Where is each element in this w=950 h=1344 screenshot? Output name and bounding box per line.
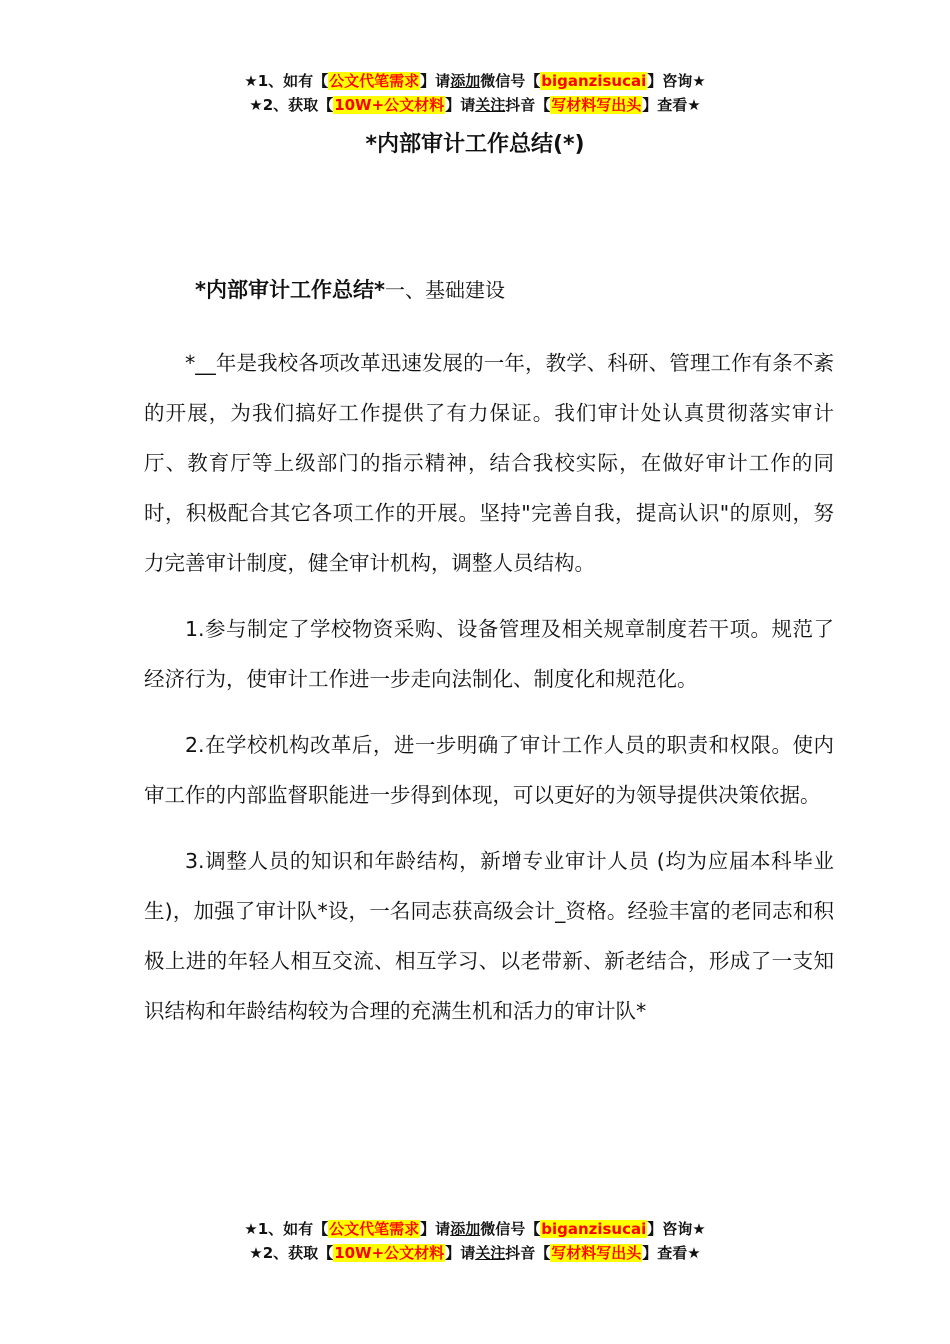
document-title: *内部审计工作总结(*) [365,132,585,157]
highlight-service: 公文代笔需求 [329,72,420,90]
paragraph: 3.调整人员的知识和年龄结构，新增专业审计人员 (均为应届本科毕业生)，加强了审计队*设，一名同志获高级会计_资格。经验丰富的老同志和积极上进的年轻人相互交流、相互学习、以老带新、新老结合，形成了一支知识结构和年龄结构较为合理的充满生机和活力的审计队* [144,849,834,1023]
banner-line-1 [0,1217,950,1241]
highlight-douyin-account: 写材料写出头 [551,1244,642,1262]
banner-text: 抖音【 [505,1244,551,1262]
paragraph: *__年是我校各项改革迅速发展的一年，教学、科研、管理工作有条不紊的开展，为我们搞好工作提供了有力保证。我们审计处认真贯彻落实审计厅、教育厅等上级部门的指示精神，结合我校实际，在做好审计工作的同时，积极配合其它各项工作的开展。坚持"完善自我，提高认识"的原则，努力完善审计制度，健全审计机构，调整人员结构。 [144,351,834,575]
banner-text: 】请 [445,1244,476,1262]
section-heading-bold: *内部审计工作总结* [195,278,385,302]
banner-text: 】查看★ [642,96,701,114]
paragraph: 2.在学校机构改革后，进一步明确了审计工作人员的职责和权限。使内审工作的内部监督职能进一步得到体现，可以更好的为领导提供决策依据。 [144,733,834,807]
underlined-text: 添加 [450,72,481,90]
banner-line-2 [0,93,950,117]
banner-text: ★1、如有【 [244,72,329,90]
banner-text: 微信号【 [480,1220,541,1238]
document-body [144,338,834,1052]
highlight-wechat-id: biganzisucai [541,1220,647,1238]
paragraph: 1.参与制定了学校物资采购、设备管理及相关规章制度若干项。规范了经济行为，使审计工作进一步走向法制化、制度化和规范化。 [144,617,834,691]
underlined-text: 添加 [450,1220,481,1238]
section-heading [195,272,505,308]
banner-text: 】咨询★ [647,72,706,90]
banner-text: 】请 [420,1220,451,1238]
underlined-text: 关注 [475,96,506,114]
banner-text: 】咨询★ [647,1220,706,1238]
banner-text: ★2、获取【 [249,1244,334,1262]
banner-line-2 [0,1241,950,1265]
banner-text: 】请 [445,96,476,114]
banner-text: ★1、如有【 [244,1220,329,1238]
banner-text: ★2、获取【 [249,96,334,114]
highlight-materials: 10W+公文材料 [334,96,445,114]
highlight-wechat-id: biganzisucai [541,72,647,90]
bottom-banner [0,1217,950,1265]
banner-line-1 [0,69,950,93]
banner-text: 】查看★ [642,1244,701,1262]
banner-text: 抖音【 [505,96,551,114]
underlined-text: 关注 [475,1244,506,1262]
highlight-service: 公文代笔需求 [329,1220,420,1238]
section-heading-rest: 一、基础建设 [384,278,505,302]
banner-text: 】请 [420,72,451,90]
banner-text: 微信号【 [480,72,541,90]
highlight-douyin-account: 写材料写出头 [551,96,642,114]
top-banner [0,69,950,117]
highlight-materials: 10W+公文材料 [334,1244,445,1262]
